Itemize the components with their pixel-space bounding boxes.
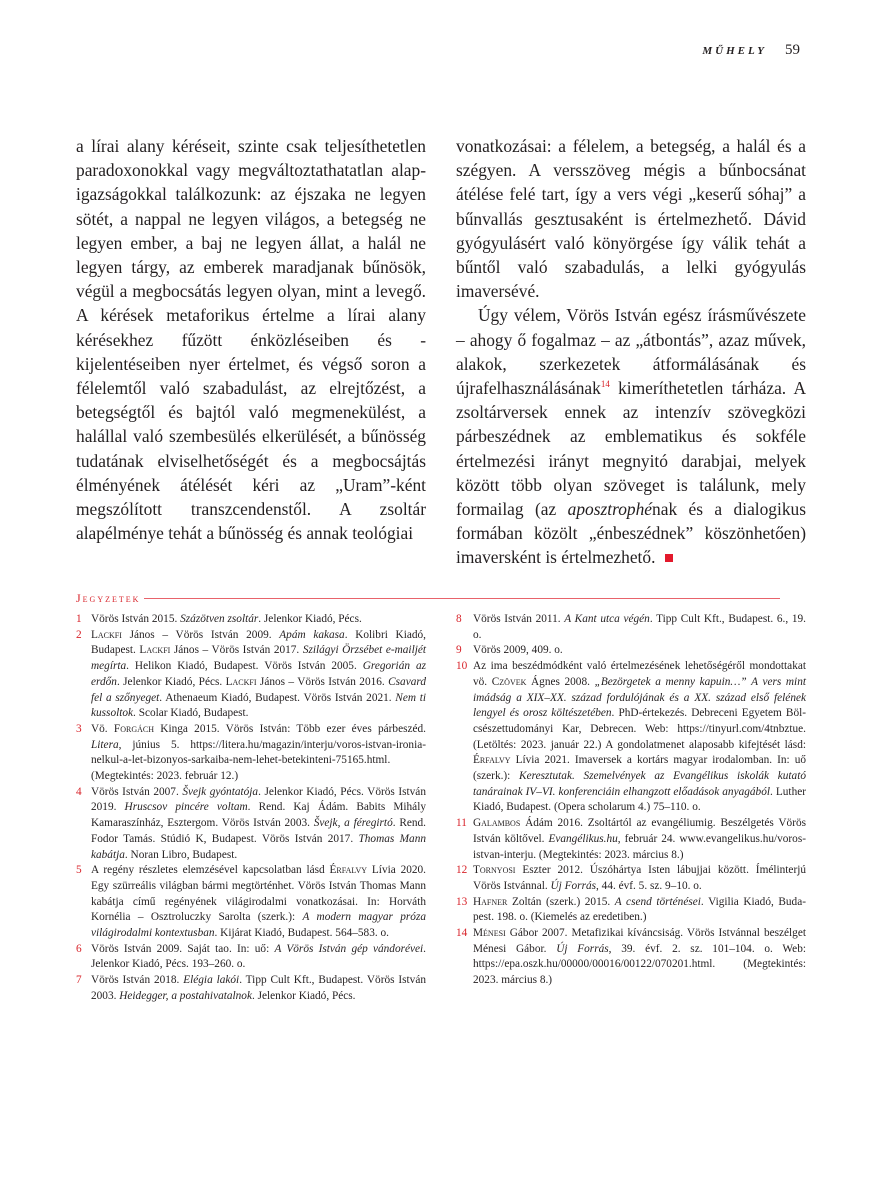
footnote-2 <box>76 628 426 722</box>
footnote-text: Galambos Ádám 2016. Zsoltártól az evangéliumig. Beszélgetés Vörös István költővel. Evangélikus.hu, február 24. www.evangelikus.hu/voros-istvan-interju. (Megtekintés: 2023. március 8.) <box>473 817 806 861</box>
footnote-number: 13 <box>456 895 468 908</box>
footnote-text: Lackfi János – Vörös István 2009. Apám kakasa. Kolibri Kiadó, Budapest. Lackfi János – Vörös István 2017. Szilágyi Örzsébet e-mailjét megírta. Helikon Kiadó, Budapest. Vörös István 2005. Gregorián az erdőn. Jelenkor Kiadó, Pécs. Lackfi János – Vörös István 2016. Csavard fel a szőnyeget. Athenaeum Kiadó, Budapest. Vörös István 2021. Nem ti kussoltok. Scolar Kiadó, Budapest. <box>91 628 426 720</box>
footnote-number: 3 <box>76 722 82 735</box>
text-run: kimeríthetetlen tárháza. A zsoltárversek ennek az intenzív szövegközi párbeszédnek az emblematikus és sokféle értelmezési irányt megnyitó darabjai, melyek között több olyan szöveget is találunk, mely formailag (az <box>456 378 806 520</box>
footnote-text: Vörös 2009, 409. o. <box>473 644 563 657</box>
body-paragraph <box>456 303 806 569</box>
footnote-8 <box>456 612 806 643</box>
footnote-12 <box>456 863 806 894</box>
footnote-text: Vörös István 2015. Százötven zsoltár. Jelenkor Kiadó, Pécs. <box>91 613 362 625</box>
footnote-number: 4 <box>76 785 82 798</box>
footnote-number: 14 <box>456 927 468 940</box>
notes-title: Jegyzetek <box>76 591 141 605</box>
body-paragraph: vonatkozásai: a félelem, a betegség, a halál és a szégyen. A versszöveg mégis a bűnbocsánat átélése felé tart, így a vers végi „keserű sóhaj” a bűnvallás gesztusaként is értelmezhető. Dávid gyógyulásért való könyörgése így válik tehát a bűntől való szabadulás, a lelki gyógyulás imaversévé. <box>456 136 806 302</box>
article-body <box>76 134 806 570</box>
footnote-text: Vörös István 2007. Švejk gyóntatója. Jelenkor Kiadó, Pécs. Vörös István 2019. Hruscsov pincére voltam. Rend. Kaj Ádám. Babits Mihály Kamaraszínház, Esztergom. Vörös István 2003. Švejk, a féregirtó. Rend. Fodor Tamás. Stúdió K, Budapest. Vörös István 2017. Thomas Mann kabátja. Noran Libro, Budapest. <box>91 785 426 861</box>
footnote-5 <box>76 863 426 942</box>
footnotes-right-column <box>456 612 806 1005</box>
footnote-14 <box>456 926 806 989</box>
footnote-10 <box>456 659 806 816</box>
footnote-text: Vö. Forgách Kinga 2015. Vörös István: Több ezer éves párbeszéd. Litera, június 5. https://litera.hu/magazin/interju/voros-istvan-ironia-nelkul-a-let-bizonyos-sarkaiba-nem-lehet-betekinteni-75165.html. (Megtekintés: 2023. február 12.) <box>91 722 426 783</box>
footnote-6 <box>76 942 426 973</box>
footnote-number: 9 <box>456 644 462 657</box>
footnotes-left-column <box>76 612 426 1005</box>
footnote-ref-14[interactable]: 14 <box>600 379 610 390</box>
footnote-11 <box>456 816 806 863</box>
footnote-3 <box>76 722 426 785</box>
footnote-text: Hafner Zoltán (szerk.) 2015. A csend történései. Vigilia Kiadó, Budapest. 198. o. (Kiemelés az eredetiben.) <box>473 895 806 924</box>
notes-divider <box>144 598 780 599</box>
footnote-4 <box>76 785 426 864</box>
footnote-number: 11 <box>456 817 467 830</box>
notes-heading <box>76 591 780 606</box>
text-run: nak és a dialogikus formában közölt „énbeszédnek” köszönhetően) imaversként is értelmezhető. <box>456 499 806 568</box>
body-paragraph: a lírai alany kéréseit, szinte csak teljesíthetetlen paradoxonokkal vagy megváltoztathatatlan alapigazságokkal találkozunk: az éjszaka ne legyen sötét, a nappal ne legyen világos, a betegség ne legyen ember, a baj ne legyen állat, a halál ne legyen tárgy, az emberek maradjanak bűnösök, végül a megbocsátás legyen olyan, mint a levegő. A kérések metaforikus értelme a lírai alany kérésekhez fűzött énközléseiben és -kijelentéseiben nyer értelmet, és végső soron a félelemtől való szabadulást, az elrejtőzést, a betegségtől és bajtól való megmenekülést, a halállal való szembesülés elkerülését, a bűnösség tudatának elviselhetőségét és a megbocsájtás élményének átélését kéri az „Uram”-ként megszólított transzcendenstől. A zsoltár alapélménye tehát a bűnösség és annak teológiai <box>76 136 426 544</box>
running-header <box>702 42 800 59</box>
right-column <box>456 134 806 570</box>
footnote-number: 8 <box>456 613 462 625</box>
footnote-number: 5 <box>76 864 82 877</box>
page-number: 59 <box>785 42 800 58</box>
footnote-text: Az ima beszédmódként való értelmezésének lehetőségéről mondottakat vö. Czövek Ágnes 2008. „Bezörgetek a menny kapuin…” A vers mint imádság a XIX–XX. század fordulójának és a XX. század első felének lengyel és orosz költészetében. PhD-értekezés. Debreceni Egyetem Bölcsészettudományi Kar, Debrecen. Web: https://tinyurl.com/4tnbztue. (Letöltés: 2023. január 22.) A gondolatmenet alaposabb kifejtését lásd: Érfalvy Lívia 2021. Imaversek a kortárs magyar irodalomban. In: uő (szerk.): Keresztutak. Szemelvények az Evangélikus iskolák kutató tanárainak IV–VI. konferenciáin elhangzott előadások anyagából. Luther Kiadó, Budapest. (Opera scholarum 4.) 75–110. o. <box>473 660 807 814</box>
footnotes <box>76 612 806 1005</box>
italic-term: aposztrophé <box>567 499 653 520</box>
footnote-text: Vörös István 2009. Saját tao. In: uő: A Vörös István gép vándorévei. Jelenkor Kiadó, Pécs. 193–260. o. <box>91 942 426 971</box>
end-of-article-square-icon <box>665 554 673 562</box>
footnote-number: 6 <box>76 942 82 955</box>
footnote-text: Vörös István 2018. Elégia lakói. Tipp Cult Kft., Budapest. Vörös István 2003. Heidegger, a postahivatalnok. Jelenkor Kiadó, Pécs. <box>91 974 426 1002</box>
footnote-number: 12 <box>456 864 468 877</box>
section-name: MŰHELY <box>702 45 767 57</box>
text-run: Úgy vélem, Vörös István egész írásművészete – ahogy ő fogalmaz – az „átbontás”, azaz művek, alakok, szerkezetek átformálásának és újrafelhasználásának <box>456 305 806 399</box>
footnote-text: A regény részletes elemzésével kapcsolatban lásd Érfalvy Lívia 2020. Egy szürreális világban bármi megtörténhet. Vörös István Thomas Mann kabátja című regényének világirodalmi vonatkozásai. In: Horváth Kornélia – Osztroluczky Sarolta (szerk.): A modern magyar próza világirodalmi kontextusban. Kijárat Kiadó, Budapest. 564–583. o. <box>91 864 427 940</box>
left-column <box>76 134 426 570</box>
footnote-text: Vörös István 2011. A Kant utca végén. Tipp Cult Kft., Budapest. 6., 19. o. <box>473 613 806 641</box>
footnote-text: Ménesi Gábor 2007. Metafizikai kíváncsiság. Vörös Istvánnal beszélget Ménesi Gábor. Új Forrás, 39. évf. 2. sz. 101–104. o. Web: https://epa.oszk.hu/00000/00016/00122/070201.html. (Megtekintés: 2023. március 8.) <box>473 927 806 987</box>
footnote-9 <box>456 643 806 659</box>
footnote-number: 10 <box>456 660 468 673</box>
footnote-1 <box>76 612 426 628</box>
footnote-text: Tornyosi Eszter 2012. Úszóhártya Isten lábujjai között. Ímélinterjú Vörös Istvánnal. Új Forrás, 44. évf. 5. sz. 9–10. o. <box>473 864 806 892</box>
footnote-number: 1 <box>76 613 82 625</box>
footnote-number: 7 <box>76 974 82 987</box>
footnote-number: 2 <box>76 628 82 641</box>
footnote-13 <box>456 895 806 926</box>
footnote-7 <box>76 973 426 1004</box>
